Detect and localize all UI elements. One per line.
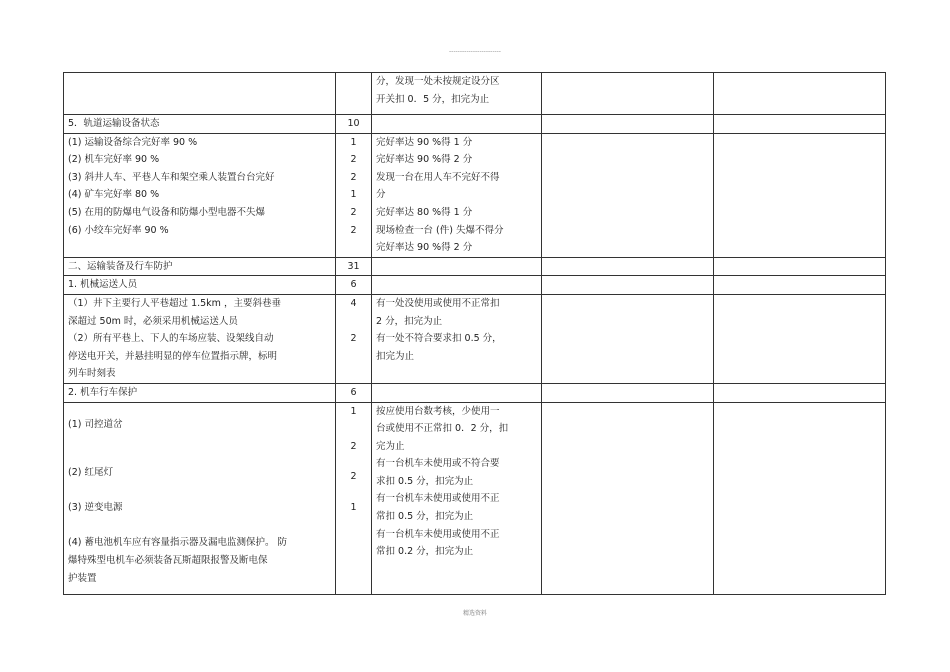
cell-line: (2) 红尾灯: [68, 467, 113, 479]
item-cell: [64, 257, 336, 276]
table-row: [64, 294, 886, 383]
cell-spacer: [68, 482, 331, 500]
cell-line: 常扣 0.5 分，扣完为止: [376, 511, 474, 523]
cell-line: 1: [350, 405, 357, 417]
check-cell: [542, 133, 714, 257]
cell-line: 完好率达 90 %得 1 分: [376, 136, 473, 148]
method-cell: [372, 133, 542, 257]
cell-line: 有一处不符合要求扣 0.5 分，: [376, 333, 502, 345]
cell-line: 完好率达 90 %得 2 分: [376, 242, 473, 254]
cell-line: [68, 73, 331, 91]
check-cell: [542, 383, 714, 402]
cell-line: 31: [347, 260, 360, 272]
cell-line: 停送电开关，并悬挂明显的停车位置指示牌，标明: [68, 350, 278, 362]
cell-spacer: [340, 486, 367, 499]
cell-line: (1) 运输设备综合完好率 90 %: [68, 136, 198, 148]
item-cell: [64, 133, 336, 257]
method-cell: [372, 276, 542, 295]
cell-line: 列车时刻表: [68, 368, 116, 380]
cell-line: 求扣 0.5 分，扣完为止: [376, 475, 474, 487]
check-cell: [542, 73, 714, 115]
cell-line: 按应使用台数考核，少使用一: [376, 405, 500, 417]
page-header-mark: ------------------------: [449, 48, 501, 55]
remark-cell: [714, 383, 886, 402]
cell-line: 1: [350, 136, 357, 148]
cell-line: 完为止: [376, 440, 405, 452]
cell-line: 2: [350, 471, 357, 483]
check-cell: [542, 276, 714, 295]
cell-line: 2: [350, 333, 357, 345]
cell-line: 5．轨道运输设备状态: [68, 118, 160, 129]
cell-line: 1. 机械运送人员: [68, 279, 138, 291]
cell-line: (6) 小绞车完好率 90 %: [68, 224, 169, 236]
cell-line: 现场检查一台 (件) 失爆不得分: [376, 224, 504, 236]
cell-line: 有一台机车未使用或使用不正: [376, 528, 500, 540]
table-row: [64, 276, 886, 295]
cell-line: (5) 在用的防爆电气设备和防爆小型电器不失爆: [68, 206, 265, 218]
method-cell: [372, 402, 542, 594]
cell-line: 二、运输装备及行车防护: [68, 260, 173, 272]
cell-line: (3) 逆变电源: [68, 502, 123, 514]
cell-line: [376, 384, 537, 402]
check-cell: [542, 402, 714, 594]
cell-line: 完好率达 90 %得 2 分: [376, 154, 473, 166]
item-cell: [64, 115, 336, 134]
cell-line: 10: [347, 118, 360, 129]
cell-line: 有一处没使用或使用不正常扣: [376, 297, 500, 309]
method-cell: [372, 294, 542, 383]
cell-line: 2: [350, 440, 357, 452]
cell-line: (3) 斜井人车、平巷人车和架空乘人装置台台完好: [68, 171, 275, 183]
score-cell: [336, 402, 372, 594]
cell-line: 常扣 0.2 分，扣完为止: [376, 546, 474, 558]
score-cell: [336, 73, 372, 115]
cell-spacer: [68, 433, 331, 464]
cell-spacer: [340, 420, 367, 438]
remark-cell: [714, 294, 886, 383]
cell-line: 扣完为止: [376, 350, 415, 362]
method-cell: [372, 73, 542, 115]
cell-line: 爆特殊型电机车必须装备瓦斯超限报警及断电保: [68, 555, 268, 567]
cell-line: 1: [350, 189, 357, 201]
cell-line: 台或使用不正常扣 0．2 分，扣: [376, 423, 509, 435]
cell-line: （2）所有平巷上、下人的车场应装、设架线自动: [68, 333, 274, 345]
cell-line: [376, 258, 537, 276]
remark-cell: [714, 257, 886, 276]
table-row: [64, 383, 886, 402]
item-cell: [64, 294, 336, 383]
cell-line: 完好率达 80 %得 1 分: [376, 206, 473, 218]
cell-line: [376, 115, 537, 133]
table-row: [64, 73, 886, 115]
cell-line: 发现一台在用人车不完好不得: [376, 171, 500, 183]
cell-line: 护装置: [68, 572, 97, 584]
cell-spacer: [68, 403, 331, 416]
remark-cell: [714, 73, 886, 115]
cell-line: (4) 蓄电池机车应有容量指示器及漏电监测保护。 防: [68, 537, 287, 549]
cell-line: 有一台机车未使用或不符合要: [376, 458, 500, 470]
score-cell: [336, 276, 372, 295]
cell-spacer: [68, 517, 331, 535]
cell-line: (4) 矿车完好率 80 %: [68, 189, 160, 201]
cell-line: 开关扣 0．5 分，扣完为止: [376, 93, 490, 105]
table-row: [64, 402, 886, 594]
cell-line: （1）井下主要行人平巷超过 1.5km ，主要斜巷垂: [68, 297, 281, 309]
item-cell: [64, 383, 336, 402]
cell-line: 有一台机车未使用或使用不正: [376, 493, 500, 505]
score-cell: [336, 383, 372, 402]
assessment-table: [63, 72, 886, 595]
cell-line: 4: [350, 297, 357, 309]
remark-cell: [714, 115, 886, 134]
cell-line: 6: [350, 386, 357, 398]
item-cell: [64, 73, 336, 115]
score-cell: [336, 133, 372, 257]
score-cell: [336, 257, 372, 276]
method-cell: [372, 257, 542, 276]
cell-line: 2 分，扣完为止: [376, 315, 443, 327]
method-cell: [372, 115, 542, 134]
remark-cell: [714, 402, 886, 594]
item-cell: [64, 402, 336, 594]
cell-line: 6: [350, 279, 357, 291]
score-cell: [336, 115, 372, 134]
table-row: [64, 115, 886, 134]
cell-line: [376, 276, 537, 294]
check-cell: [542, 294, 714, 383]
score-cell: [336, 294, 372, 383]
cell-line: 2. 机车行车保护: [68, 386, 138, 398]
cell-line: 深超过 50m 时，必须采用机械运送人员: [68, 315, 238, 327]
item-cell: [64, 276, 336, 295]
table-row: [64, 133, 886, 257]
cell-line: 分，发现一处未按规定设分区: [376, 76, 500, 87]
page-footer-mark: 精选资料: [462, 610, 487, 617]
cell-line: 分: [376, 189, 386, 201]
cell-line: 2: [350, 224, 357, 236]
cell-spacer: [340, 455, 367, 468]
cell-line: 2: [350, 171, 357, 183]
remark-cell: [714, 276, 886, 295]
cell-line: [340, 313, 367, 331]
cell-line: (2) 机车完好率 90 %: [68, 154, 160, 166]
cell-line: 2: [350, 154, 357, 166]
cell-line: (1) 司控道岔: [68, 418, 123, 430]
remark-cell: [714, 133, 886, 257]
table-row: [64, 257, 886, 276]
method-cell: [372, 383, 542, 402]
cell-line: 1: [350, 502, 357, 514]
check-cell: [542, 257, 714, 276]
check-cell: [542, 115, 714, 134]
cell-line: [340, 73, 367, 91]
cell-line: 2: [350, 206, 357, 218]
